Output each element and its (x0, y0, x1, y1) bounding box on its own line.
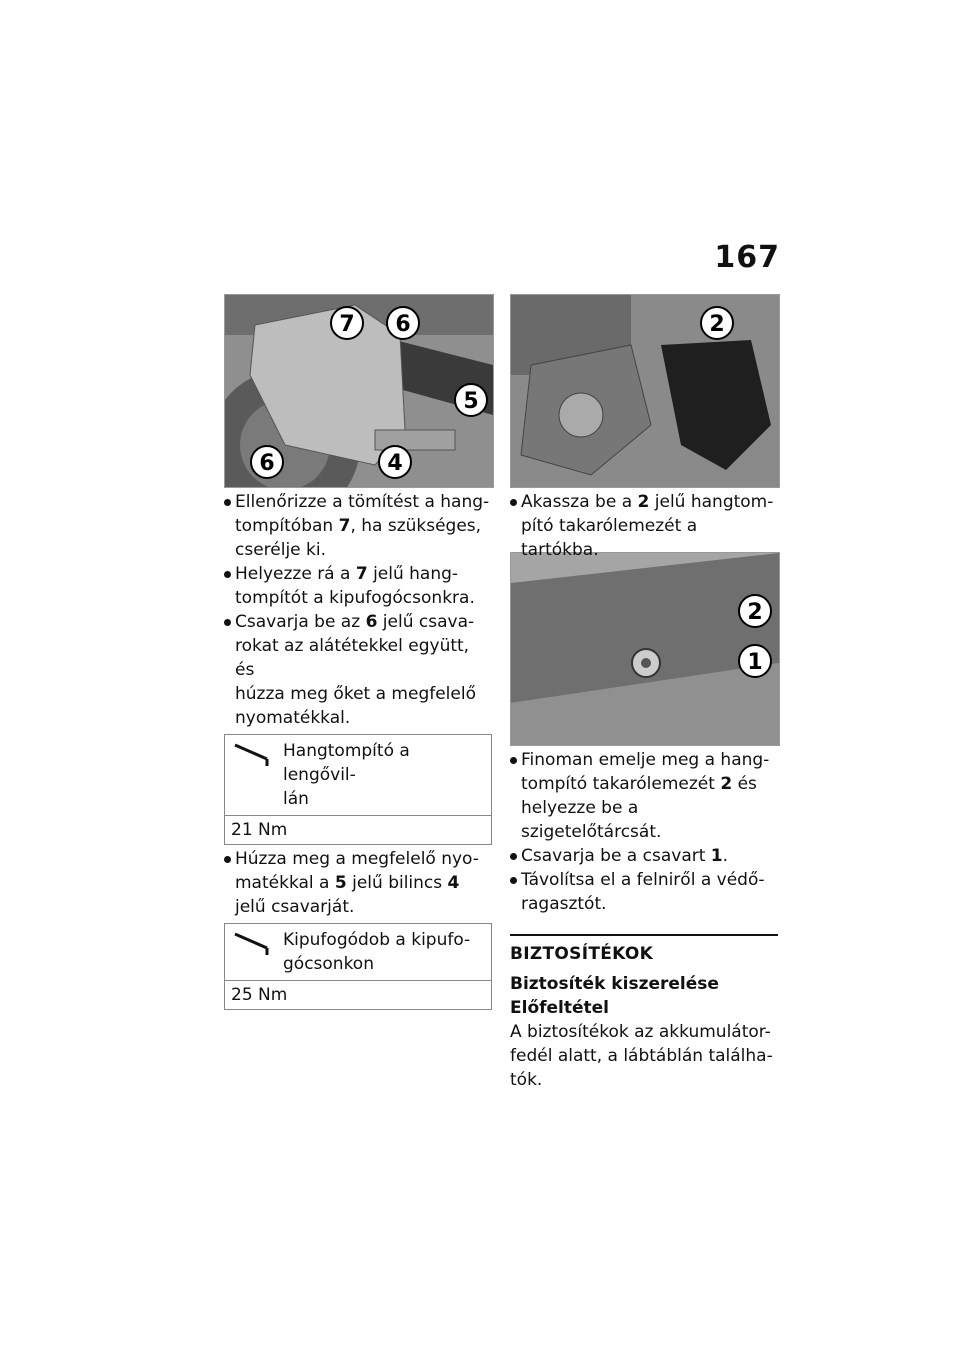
right-column-top (510, 490, 778, 562)
figure-label-6b: 6 (259, 451, 275, 476)
list-item: Ellenőrizze a tömítést a hang- tompítóban 7, ha szükséges, cserélje ki. (224, 490, 492, 562)
list-item: Csavarja be az 6 jelű csava- rokat az alátétekkel együtt, és húzza meg őket a megfelelő nyomatékkal. (224, 610, 492, 730)
section-title: BIZTOSÍTÉKOK (510, 944, 654, 964)
list-item: Húzza meg a megfelelő nyo- matékkal a 5 jelű bilincs 4 jelű csavarját. (224, 847, 492, 919)
list-item: Akassza be a 2 jelű hangtom- pító takarólemezét a tartókba. (510, 490, 778, 562)
right-column-bottom (510, 748, 778, 1092)
list-item: Csavarja be a csavart 1. (510, 844, 778, 868)
figure-label-5: 5 (463, 389, 479, 414)
page-number: 167 (714, 240, 780, 275)
list-item: Finoman emelje meg a hang- tompító takarólemezét 2 és helyezze be a szigetelőtárcsát. (510, 748, 778, 844)
figure-label-2b: 2 (747, 600, 763, 625)
prerequisite-title: Előfeltétel (510, 998, 610, 1018)
figure-label-2: 2 (709, 312, 725, 337)
list-item: Távolítsa el a felniről a védő- ragasztót. (510, 868, 778, 916)
torque-value: 25 Nm (225, 980, 491, 1009)
torque-spec-box: Hangtompító a lengővil- lán 21 Nm (224, 734, 492, 845)
prerequisite-text: A biztosítékok az akkumulátor- fedél alatt, a lábtáblán találha- tók. (510, 1022, 773, 1090)
torque-wrench-icon (231, 928, 283, 976)
figure-label-7: 7 (339, 312, 355, 337)
heat-shield-figure (510, 294, 780, 488)
torque-wrench-icon (231, 739, 283, 811)
exhaust-muffler-figure (224, 294, 494, 488)
torque-spec-box: Kipufogódob a kipufo- gócsonkon 25 Nm (224, 923, 492, 1010)
insulation-disc-figure (510, 552, 780, 746)
section-divider (510, 934, 778, 936)
list-item: Helyezze rá a 7 jelű hang- tompítót a kipufogócsonkra. (224, 562, 492, 610)
figure-label-1: 1 (747, 650, 763, 675)
left-column (224, 490, 492, 1012)
figure-label-6: 6 (395, 312, 411, 337)
figure-label-4: 4 (387, 451, 403, 476)
torque-value: 21 Nm (225, 815, 491, 844)
subsection-title: Biztosíték kiszerelése (510, 974, 719, 994)
